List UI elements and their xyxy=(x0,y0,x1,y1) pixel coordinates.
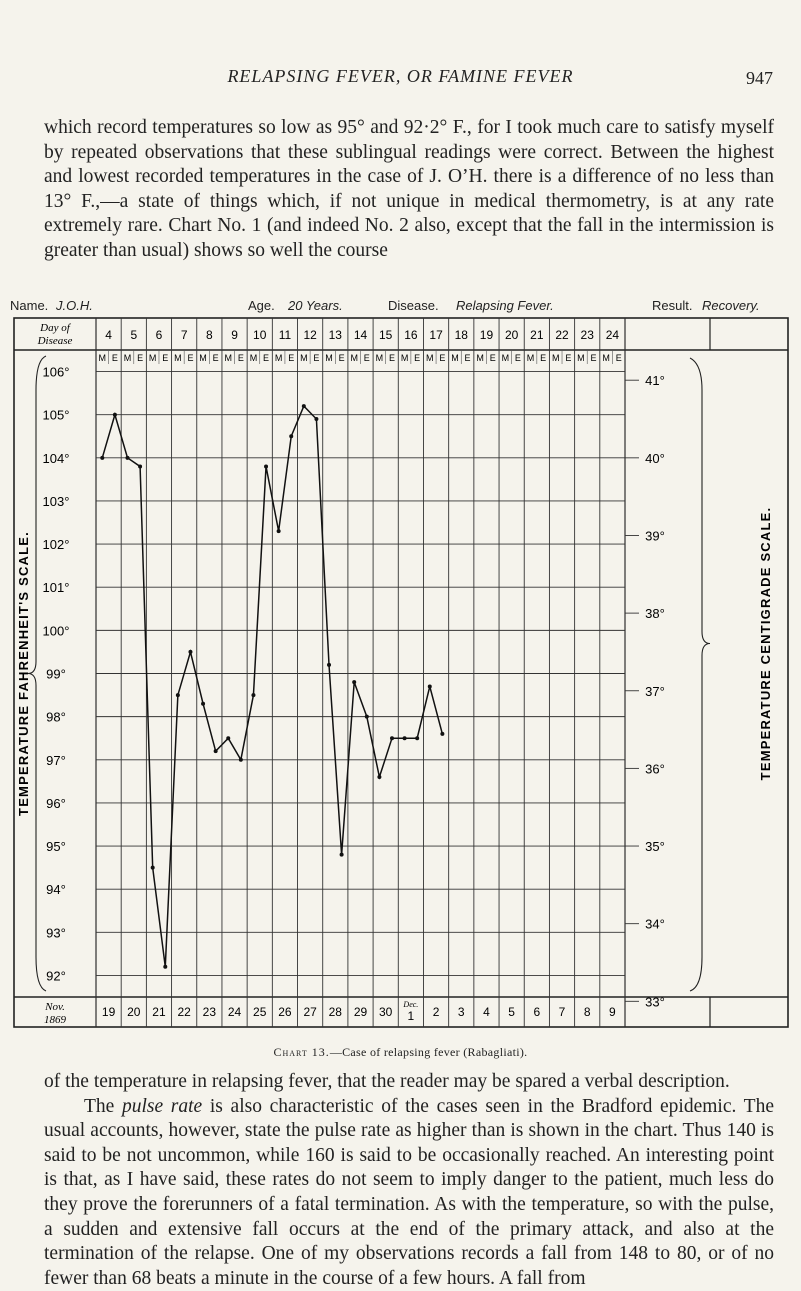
date-label: 23 xyxy=(202,1005,217,1019)
day-of-disease-label: 10 xyxy=(253,328,267,342)
temperature-point xyxy=(415,736,419,740)
fahrenheit-tick-label: 104° xyxy=(42,450,70,466)
day-of-disease-label: 6 xyxy=(155,328,163,342)
celsius-tick-label: 39° xyxy=(645,528,665,544)
celsius-tick-label: 35° xyxy=(645,839,665,855)
right-brace xyxy=(690,358,710,991)
date-label: 30 xyxy=(379,1005,393,1019)
date-label: 26 xyxy=(278,1005,292,1019)
period-m-label: M xyxy=(199,353,207,363)
period-e-label: E xyxy=(313,353,320,363)
temperature-point xyxy=(100,456,104,460)
temperature-point xyxy=(403,736,407,740)
temperature-point xyxy=(226,736,230,740)
celsius-tick-label: 34° xyxy=(645,916,665,932)
period-m-label: M xyxy=(476,353,484,363)
footer-label-1: Nov. xyxy=(45,1001,65,1013)
fahrenheit-tick-label: 101° xyxy=(42,580,70,596)
running-title: RELAPSING FEVER, OR FAMINE FEVER xyxy=(227,66,574,86)
temperature-point xyxy=(365,715,369,719)
celsius-tick-label: 33° xyxy=(645,994,665,1010)
date-month-label: Dec. xyxy=(403,1000,419,1009)
period-m-label: M xyxy=(577,353,585,363)
period-e-label: E xyxy=(263,353,270,363)
period-e-label: E xyxy=(590,353,597,363)
name-value: J.O.H. xyxy=(56,298,93,313)
temperature-point xyxy=(314,417,318,421)
temperature-point xyxy=(390,736,394,740)
period-m-label: M xyxy=(98,353,107,363)
temperature-point xyxy=(251,693,255,697)
day-of-disease-label: 11 xyxy=(278,328,292,342)
period-e-label: E xyxy=(540,353,547,363)
paragraph-bottom-2 xyxy=(44,1095,774,1291)
date-label: 22 xyxy=(177,1005,191,1019)
day-of-disease-label: 15 xyxy=(379,328,393,342)
celsius-tick-label: 40° xyxy=(645,450,665,466)
date-label: 1 xyxy=(407,1009,415,1023)
name-label: Name. xyxy=(10,298,49,313)
period-m-label: M xyxy=(274,353,283,363)
date-label: 7 xyxy=(558,1005,566,1019)
result-label: Result. xyxy=(652,298,693,313)
temperature-point xyxy=(151,866,155,870)
fahrenheit-tick-label: 93° xyxy=(46,925,66,941)
period-e-label: E xyxy=(212,353,219,363)
temperature-point xyxy=(428,684,432,688)
temperature-point xyxy=(113,413,117,417)
fahrenheit-tick-label: 96° xyxy=(46,795,66,811)
temperature-point xyxy=(377,775,381,779)
paragraph-bottom xyxy=(44,1070,774,1291)
period-e-label: E xyxy=(162,353,169,363)
fahrenheit-tick-label: 98° xyxy=(46,709,66,725)
celsius-tick-label: 37° xyxy=(645,683,665,699)
date-label: 20 xyxy=(127,1005,141,1019)
day-of-disease-label: 13 xyxy=(328,328,342,342)
celsius-tick-label: 36° xyxy=(645,761,665,777)
temperature-point xyxy=(201,702,205,706)
page-number: 947 xyxy=(746,68,773,88)
period-m-label: M xyxy=(375,353,384,363)
fahrenheit-tick-label: 102° xyxy=(42,537,70,553)
caption-label: Chart 13. xyxy=(273,1045,330,1059)
chart-caption xyxy=(0,1045,801,1060)
day-of-disease-label: 17 xyxy=(429,328,443,342)
temperature-point xyxy=(125,456,129,460)
period-m-label: M xyxy=(451,353,459,363)
footer-label-2: 1869 xyxy=(44,1014,66,1026)
day-of-disease-label: 21 xyxy=(530,328,544,342)
temperature-point xyxy=(340,853,344,857)
temperature-point xyxy=(289,434,293,438)
day-of-disease-label: 19 xyxy=(479,328,494,342)
day-of-disease-label: 23 xyxy=(580,328,594,342)
period-e-label: E xyxy=(363,353,370,363)
period-e-label: E xyxy=(615,353,622,363)
paragraph-bottom-1: of the temperature in relapsing fever, that the reader may be spared a verbal description. xyxy=(44,1071,730,1092)
day-of-disease-label: 24 xyxy=(605,328,620,342)
day-of-disease-label: 7 xyxy=(180,328,188,342)
pulse-text: is also characteristic of the cases seen in the Bradford epidemic. The usual accounts, however, state the pulse rate as higher than is shown in the chart. Thus 140 is said to be not uncommon, while 160 is said to be occasionally reached. An interesting point is that, as I have said, these rates do not seem to imply danger to the patient, much less do they prove the forerunners of a fatal termination. As with the temperature, so with the pulse, a sudden and extensive fall occurs at the end of the primary attack, and also at the termination of the relapse. One of my observations records a fall from 148 to 80, or of no fewer than 68 beats a minute in the course of a few hours. A fall from xyxy=(44,1095,774,1289)
date-label: 28 xyxy=(328,1005,342,1019)
temperature-point xyxy=(302,404,306,408)
period-m-label: M xyxy=(551,353,560,363)
date-label: 27 xyxy=(303,1005,317,1019)
age-label: Age. xyxy=(248,298,275,313)
day-of-disease-label: 18 xyxy=(454,328,468,342)
period-m-label: M xyxy=(501,353,510,363)
result-value: Recovery. xyxy=(702,298,760,313)
period-e-label: E xyxy=(514,353,521,363)
day-of-disease-label: 12 xyxy=(303,328,317,342)
celsius-tick-label: 38° xyxy=(645,606,665,622)
period-e-label: E xyxy=(489,353,496,363)
header-label-1: Day of xyxy=(40,322,70,334)
disease-value: Relapsing Fever. xyxy=(456,298,554,313)
day-of-disease-label: 16 xyxy=(404,328,418,342)
day-of-disease-label: 4 xyxy=(105,328,112,342)
caption-text: —Case of relapsing fever (Rabagliati). xyxy=(329,1045,528,1059)
date-label: 2 xyxy=(432,1005,440,1019)
date-label: 4 xyxy=(483,1005,490,1019)
period-e-label: E xyxy=(187,353,194,363)
period-e-label: E xyxy=(137,353,144,363)
temperature-point xyxy=(163,965,167,969)
period-m-label: M xyxy=(249,353,258,363)
temperature-point xyxy=(176,693,180,697)
day-of-disease-label: 14 xyxy=(353,328,368,342)
temperature-point xyxy=(239,758,243,762)
period-m-label: M xyxy=(400,353,409,363)
date-label: 21 xyxy=(152,1005,166,1019)
temperature-point xyxy=(214,749,218,753)
fahrenheit-tick-label: 92° xyxy=(46,968,66,984)
period-m-label: M xyxy=(148,353,157,363)
period-e-label: E xyxy=(439,353,446,363)
pulse-rate-emph: pulse rate xyxy=(121,1095,203,1117)
date-label: 5 xyxy=(508,1005,515,1019)
temperature-point xyxy=(188,650,192,654)
date-label: 19 xyxy=(101,1005,116,1019)
period-m-label: M xyxy=(426,353,434,363)
period-m-label: M xyxy=(526,353,535,363)
chart-frame xyxy=(14,318,788,1027)
fahrenheit-tick-label: 105° xyxy=(42,407,70,423)
fahrenheit-tick-label: 94° xyxy=(46,882,66,898)
fahrenheit-tick-label: 103° xyxy=(42,493,70,509)
period-e-label: E xyxy=(414,353,421,363)
pulse-pre: The xyxy=(84,1095,115,1117)
date-label: 25 xyxy=(253,1005,267,1019)
period-e-label: E xyxy=(338,353,345,363)
right-axis-label: TEMPERATURE CENTIGRADE SCALE. xyxy=(758,506,773,781)
day-of-disease-label: 5 xyxy=(130,328,138,342)
header-label-2: Disease xyxy=(37,335,73,347)
period-e-label: E xyxy=(288,353,295,363)
period-e-label: E xyxy=(111,353,118,363)
temperature-point xyxy=(264,464,268,468)
fahrenheit-tick-label: 99° xyxy=(46,666,66,682)
temperature-point xyxy=(138,464,142,468)
temperature-point xyxy=(440,732,444,736)
period-m-label: M xyxy=(325,353,333,363)
day-of-disease-label: 20 xyxy=(504,328,519,342)
temperature-point xyxy=(327,663,331,667)
temperature-point xyxy=(277,529,281,533)
date-label: 9 xyxy=(609,1005,616,1019)
temperature-point xyxy=(352,680,356,684)
left-axis-label: TEMPERATURE FAHRENHEIT'S SCALE. xyxy=(16,531,31,816)
period-e-label: E xyxy=(388,353,395,363)
age-value: 20 Years. xyxy=(288,298,343,313)
date-label: 24 xyxy=(227,1005,242,1019)
period-m-label: M xyxy=(602,353,610,363)
fahrenheit-tick-label: 97° xyxy=(46,752,66,768)
period-m-label: M xyxy=(174,353,182,363)
period-e-label: E xyxy=(464,353,471,363)
date-label: 29 xyxy=(353,1005,368,1019)
fahrenheit-tick-label: 106° xyxy=(42,364,70,380)
period-m-label: M xyxy=(300,353,308,363)
period-m-label: M xyxy=(224,353,232,363)
fahrenheit-tick-label: 100° xyxy=(42,623,70,639)
day-of-disease-label: 9 xyxy=(231,328,238,342)
date-label: 3 xyxy=(457,1005,465,1019)
day-of-disease-label: 8 xyxy=(206,328,213,342)
day-of-disease-label: 22 xyxy=(555,328,569,342)
period-e-label: E xyxy=(237,353,244,363)
period-e-label: E xyxy=(565,353,572,363)
fahrenheit-tick-label: 95° xyxy=(46,839,66,855)
period-m-label: M xyxy=(350,353,358,363)
date-label: 8 xyxy=(583,1005,591,1019)
paragraph-top: which record temperatures so low as 95° and 92·2° F., for I took much care to satisfy myself by repeated observations that these sublingual readings were correct. Between the highest and lowest recorded temperatures in the case of J. O’H. there is a difference of no less than 13° F.,—a state of things which, if not unique in medical thermometry, is at any rate extremely rare. Chart No. 1 (and indeed No. 2 also, except that the fall in the intermission is greater than usual) shows so well the course xyxy=(44,117,774,261)
disease-label: Disease. xyxy=(388,298,439,313)
period-m-label: M xyxy=(123,353,132,363)
celsius-tick-label: 41° xyxy=(645,373,665,389)
date-label: 6 xyxy=(533,1005,541,1019)
